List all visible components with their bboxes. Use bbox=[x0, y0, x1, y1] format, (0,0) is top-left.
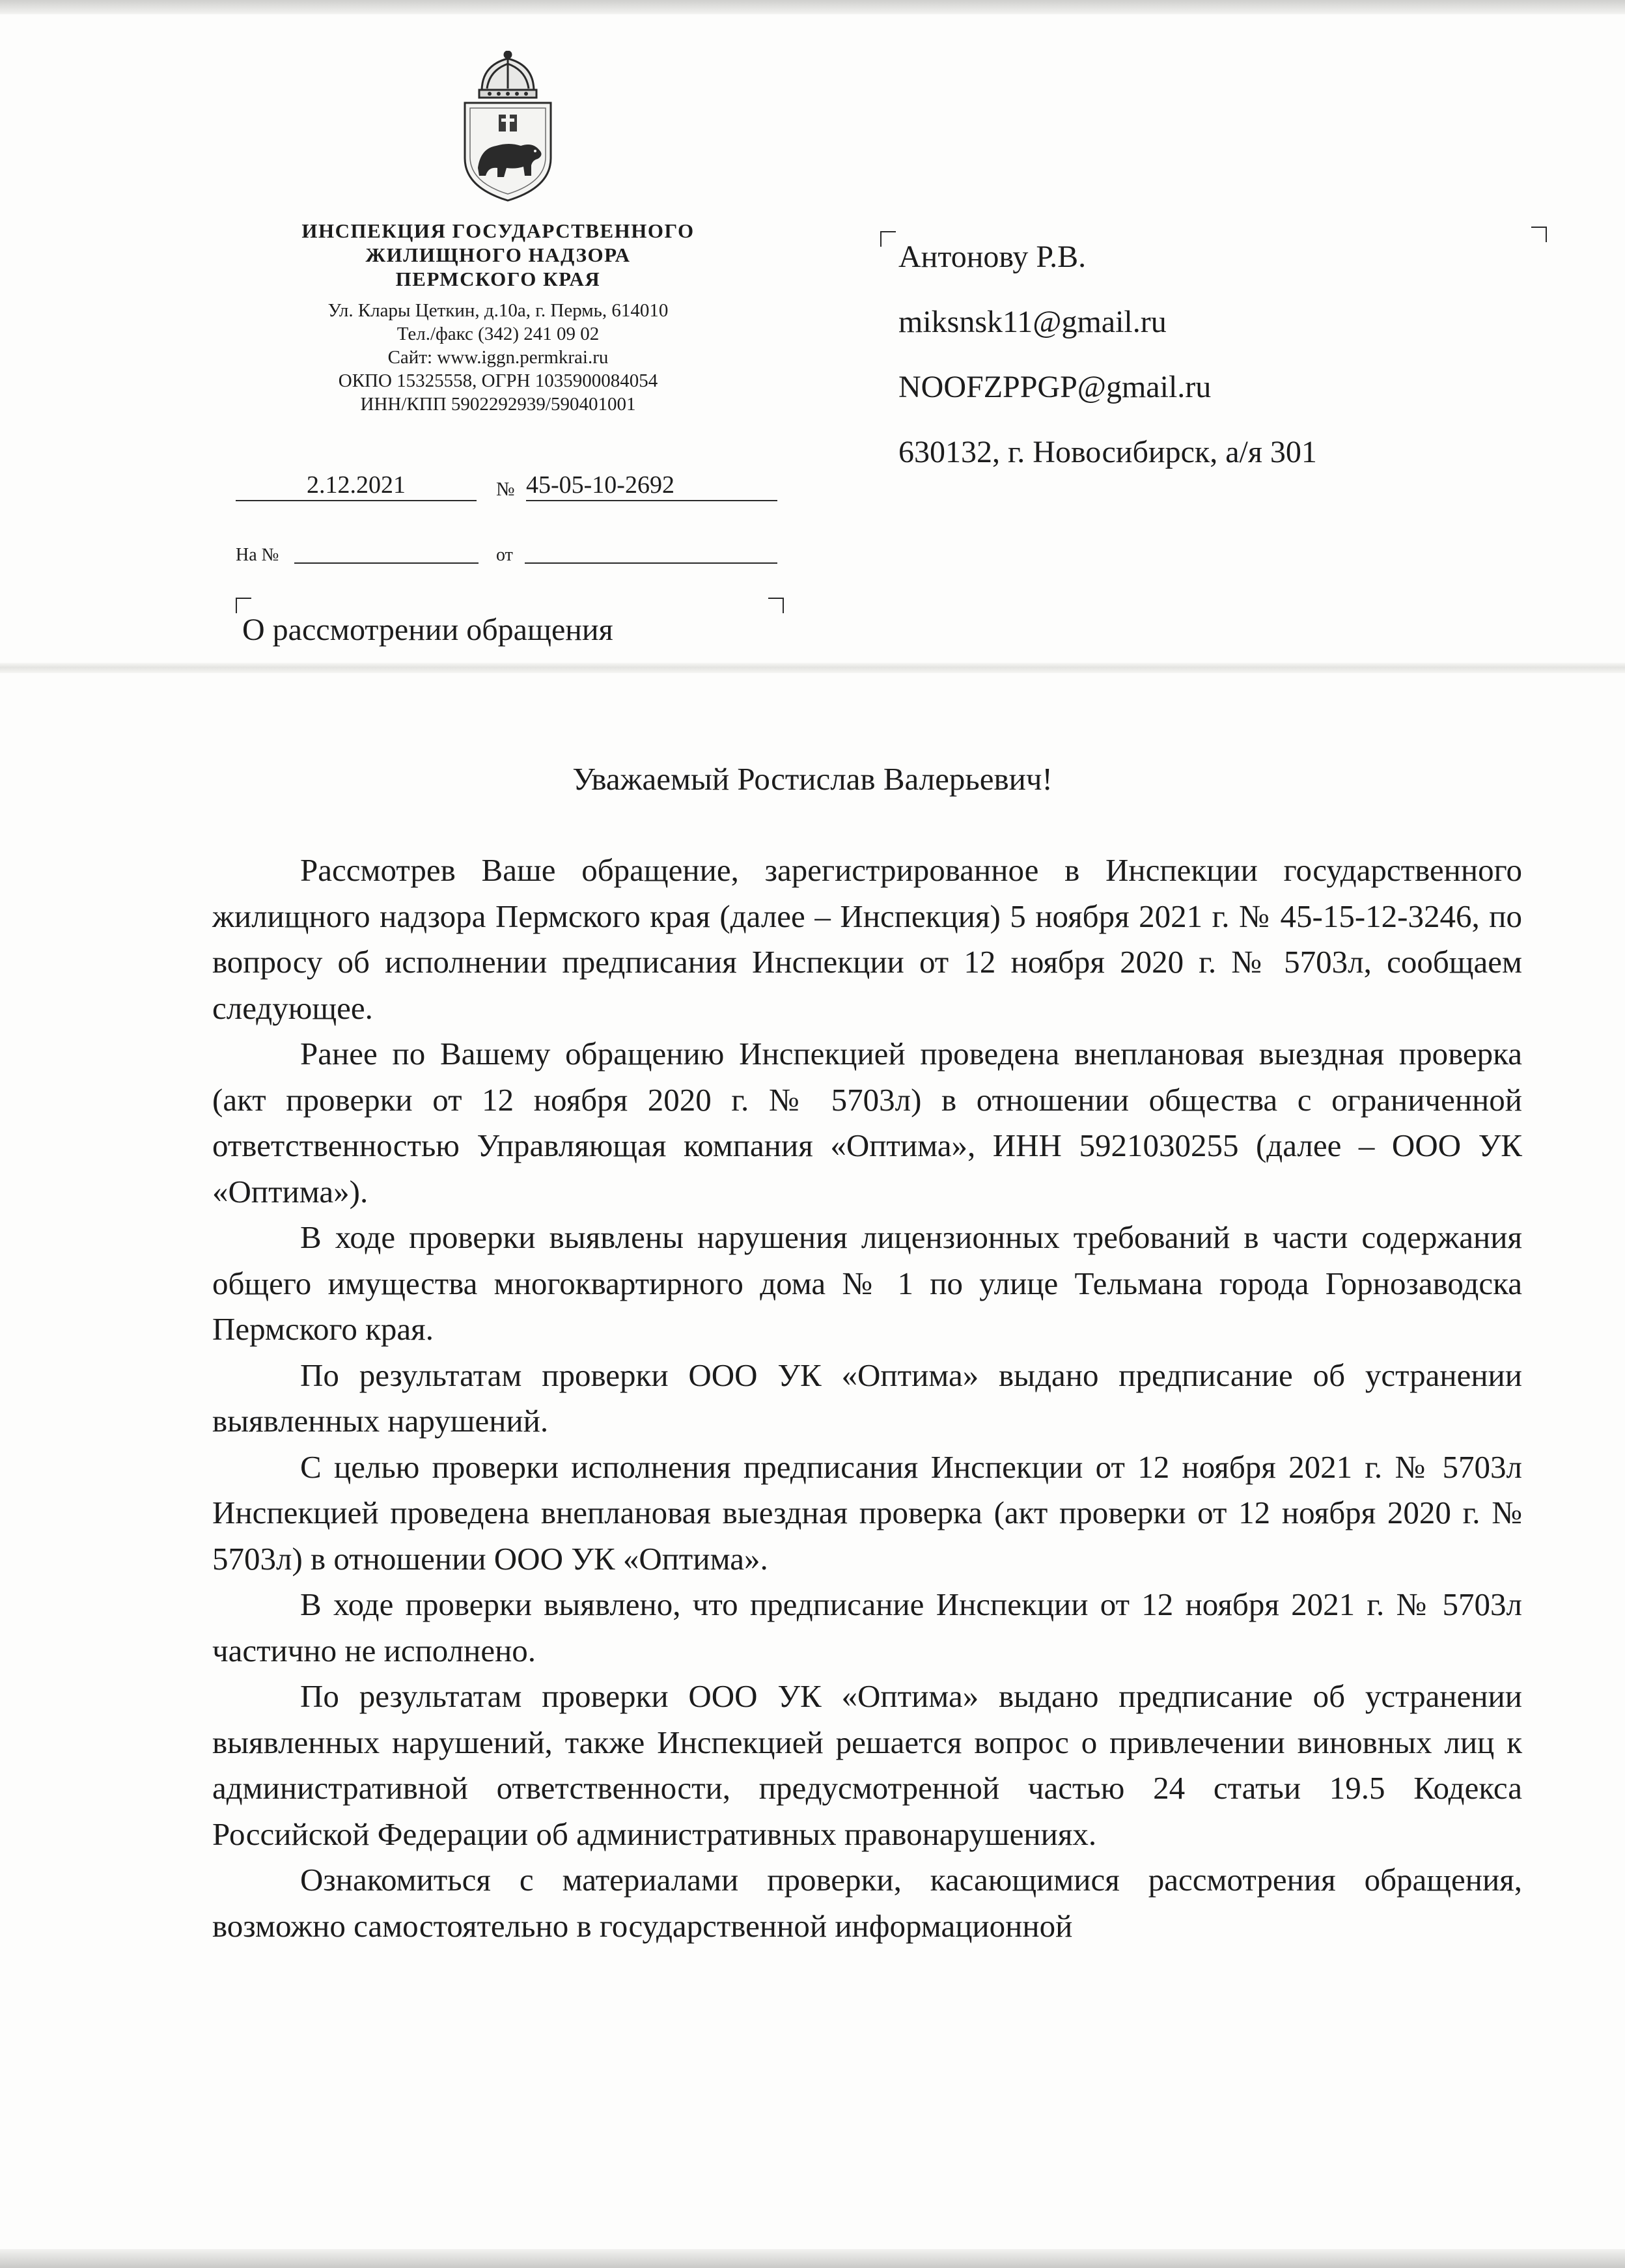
reference-label: На № bbox=[236, 545, 279, 565]
org-website: Сайт: www.iggn.permkrai.ru bbox=[387, 347, 609, 368]
addressee-name: Антонову Р.В. bbox=[898, 240, 1087, 274]
letter-date: 2.12.2021 bbox=[236, 470, 477, 501]
body-paragraph: Ознакомиться с материалами проверки, касающимися рассмотрения обращения, возможно самостоятельно в государственной информационной bbox=[212, 1862, 1522, 1944]
org-name-line: ИНСПЕКЦИЯ ГОСУДАРСТВЕННОГО bbox=[301, 219, 695, 242]
addressee-corner-left bbox=[880, 231, 896, 247]
addressee-email: miksnsk11@gmail.ru bbox=[898, 305, 1167, 339]
reference-date-line bbox=[525, 562, 777, 564]
org-phone: Тел./факс (342) 241 09 02 bbox=[396, 324, 600, 344]
org-okpo: ОКПО 15325558, ОГРН 1035900084054 bbox=[338, 370, 658, 391]
organization-block bbox=[234, 219, 762, 416]
number-sign: № bbox=[496, 478, 515, 500]
reference-number-line bbox=[294, 562, 479, 564]
scan-edge-top bbox=[0, 0, 1625, 14]
letter-number: 45-05-10-2692 bbox=[526, 470, 777, 501]
subject-corner-right bbox=[768, 598, 784, 613]
addressee-block bbox=[898, 225, 1317, 485]
body-paragraph: Ранее по Вашему обращению Инспекцией проведена внеплановая выездная проверка (акт проверки от 12 ноября 2020 г. № 5703л) в отношении общества с ограниченной ответственностью Управляющая компания «Оптима», ИНН 5921030255 (далее – ООО УК «Оптима»). bbox=[212, 1036, 1522, 1210]
scan-edge-bottom bbox=[0, 2249, 1625, 2268]
org-name-line: ЖИЛИЩНОГО НАДЗОРА bbox=[365, 243, 631, 266]
body-paragraph: По результатам проверки ООО УК «Оптима» выдано предписание об устранении выявленных нарушений, также Инспекцией решается вопрос о привлечении виновных лиц к административной ответственности, предусмотренной частью 24 статьи 19.5 Кодекса Российской Федерации об административных правонарушениях. bbox=[212, 1678, 1522, 1852]
body-paragraph: В ходе проверки выявлено, что предписание Инспекции от 12 ноября 2021 г. № 5703л частично не исполнено. bbox=[212, 1586, 1522, 1668]
paper-fold bbox=[0, 663, 1625, 673]
org-address: Ул. Клары Цеткин, д.10а, г. Пермь, 614010 bbox=[327, 300, 669, 321]
letter-body bbox=[212, 848, 1522, 1949]
body-paragraph: В ходе проверки выявлены нарушения лицензионных требований в части содержания общего имущества многоквартирного дома № 1 по улице Тельмана города Горнозаводска Пермского края. bbox=[212, 1219, 1522, 1347]
body-paragraph: С целью проверки исполнения предписания Инспекции от 12 ноября 2021 г. № 5703л Инспекцией проведена внеплановая выездная проверка (акт проверки от 12 ноября 2020 г. № 5703л) в отношении ООО УК «Оптима». bbox=[212, 1448, 1522, 1577]
salutation: Уважаемый Ростислав Валерьевич! bbox=[572, 761, 1053, 797]
addressee-email: NOOFZPPGP@gmail.ru bbox=[898, 370, 1212, 404]
perm-krai-coat-of-arms-icon bbox=[456, 51, 560, 204]
addressee-postal-address: 630132, г. Новосибирск, а/я 301 bbox=[898, 435, 1317, 469]
reference-from-label: от bbox=[496, 545, 513, 565]
addressee-corner-right bbox=[1531, 227, 1547, 242]
letter-subject: О рассмотрении обращения bbox=[242, 613, 613, 647]
body-paragraph: Рассмотрев Ваше обращение, зарегистрированное в Инспекции государственного жилищного надзора Пермского края (далее – Инспекция) 5 ноября 2021 г. № 45-15-12-3246, по вопросу об исполнении предписания Инспекции от 12 ноября 2020 г. № 5703л, сообщаем следующее. bbox=[212, 852, 1522, 1026]
org-inn: ИНН/КПП 5902292939/590401001 bbox=[360, 394, 636, 415]
body-paragraph: По результатам проверки ООО УК «Оптима» выдано предписание об устранении выявленных нарушений. bbox=[212, 1357, 1522, 1439]
org-name-line: ПЕРМСКОГО КРАЯ bbox=[395, 268, 601, 290]
